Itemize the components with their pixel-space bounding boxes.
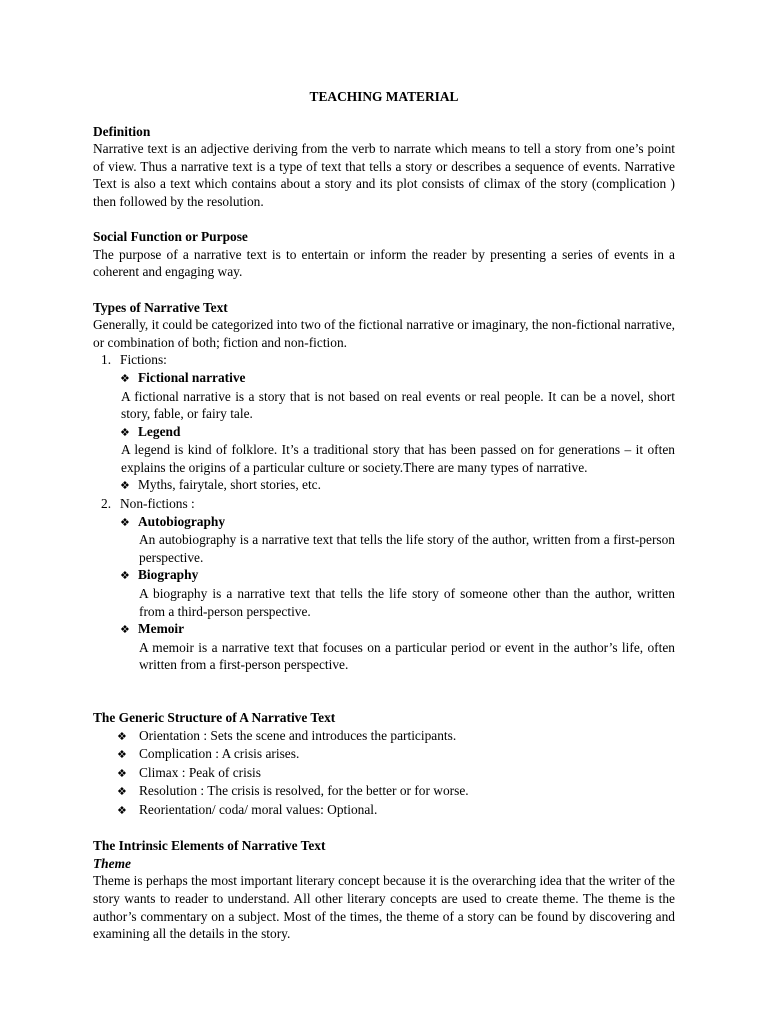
- structure-item-text: Reorientation/ coda/ moral values: Optional.: [139, 801, 378, 817]
- four-diamond-bullet-icon: ❖: [117, 785, 127, 799]
- four-diamond-bullet-icon: ❖: [120, 371, 130, 385]
- definition-heading: Definition: [93, 123, 151, 139]
- structure-item: [93, 727, 675, 746]
- four-diamond-bullet-icon: ❖: [117, 766, 127, 780]
- structure-item-text: Complication : A crisis arises.: [139, 746, 300, 762]
- list-item-fictions: [93, 351, 675, 369]
- biography-text: A biography is a narrative text that tells the life story of someone other than the author, written from a third-person perspective.: [139, 586, 675, 619]
- four-diamond-bullet-icon: ❖: [120, 623, 130, 637]
- term-autobiography: Autobiography: [138, 513, 226, 529]
- structure-item: [93, 801, 675, 820]
- document-content: [93, 88, 675, 943]
- list-item-nonfictions: [93, 495, 675, 513]
- four-diamond-bullet-icon: ❖: [117, 729, 127, 743]
- bullet-fictional-narrative: [93, 369, 675, 388]
- structure-item-text: Orientation : Sets the scene and introduces the participants.: [139, 727, 457, 743]
- definition-text: Narrative text is an adjective deriving from the verb to narrate which means to tell a story from one’s point of view. Thus a narrative text is a type of text that tells a story or describes a sequence of events. Narrative Text is also a text which contains about a story and its plot consists of climax of the story (complication ) then followed by the resolution.: [93, 141, 675, 209]
- bullet-autobiography: [93, 513, 675, 532]
- social-function-heading: Social Function or Purpose: [93, 229, 248, 245]
- structure-item: [93, 764, 675, 783]
- list-number: 1.: [101, 352, 112, 368]
- fictional-narrative-text: A fictional narrative is a story that is not based on real events or real people. It can be a novel, short story, fable, or fairy tale.: [121, 388, 675, 422]
- term-memoir: Memoir: [138, 621, 185, 637]
- four-diamond-bullet-icon: ❖: [120, 515, 130, 529]
- term-biography: Biography: [138, 567, 199, 583]
- structure-item: [93, 782, 675, 801]
- generic-structure-heading: The Generic Structure of A Narrative Text: [93, 710, 336, 725]
- four-diamond-bullet-icon: ❖: [120, 425, 130, 439]
- theme-subheading: Theme: [93, 855, 131, 871]
- types-heading: Types of Narrative Text: [93, 299, 228, 315]
- autobiography-text: An autobiography is a narrative text that tells the life story of the author, written from a first-person perspective.: [139, 532, 675, 565]
- nonfictions-label: Non-fictions :: [120, 496, 195, 512]
- myths-text: Myths, fairytale, short stories, etc.: [138, 477, 321, 493]
- memoir-text: A memoir is a narrative text that focuses on a particular period or event in the author’s life, often written from a first-person perspective.: [139, 639, 675, 673]
- term-legend: Legend: [138, 423, 181, 439]
- four-diamond-bullet-icon: ❖: [117, 748, 127, 762]
- bullet-myths: [93, 476, 675, 495]
- social-function-text: The purpose of a narrative text is to entertain or inform the reader by presenting a series of events in a coherent and engaging way.: [93, 246, 675, 280]
- document-title: TEACHING MATERIAL: [309, 89, 459, 104]
- legend-text: A legend is kind of folklore. It’s a traditional story that has been passed on for generations – it often explains the origins of a particular culture or society.There are many types of narrative.: [121, 442, 675, 475]
- structure-item-text: Resolution : The crisis is resolved, for the better or for worse.: [139, 783, 469, 799]
- bullet-memoir: [93, 620, 675, 639]
- term-fictional-narrative: Fictional narrative: [138, 369, 246, 385]
- structure-item-text: Climax : Peak of crisis: [139, 764, 261, 780]
- list-number: 2.: [101, 496, 112, 512]
- bullet-legend: [93, 423, 675, 442]
- theme-text: Theme is perhaps the most important literary concept because it is the overarching idea that the writer of the story wants to reader to understand. All other literary concepts are used to create theme. The theme is the author’s commentary on a subject. Most of the times, the theme of a story can be found by discovering and examining all the details in the story.: [93, 873, 675, 942]
- four-diamond-bullet-icon: ❖: [120, 479, 130, 493]
- types-intro: Generally, it could be categorized into two of the fictional narrative or imaginary, the non-fictional narrative, or combination of both; fiction and non-fiction.: [93, 317, 676, 350]
- four-diamond-bullet-icon: ❖: [117, 803, 127, 817]
- fictions-label: Fictions:: [120, 352, 167, 368]
- four-diamond-bullet-icon: ❖: [120, 569, 130, 583]
- bullet-biography: [93, 566, 675, 585]
- intrinsic-elements-heading: The Intrinsic Elements of Narrative Text: [93, 838, 326, 854]
- structure-item: [93, 745, 675, 764]
